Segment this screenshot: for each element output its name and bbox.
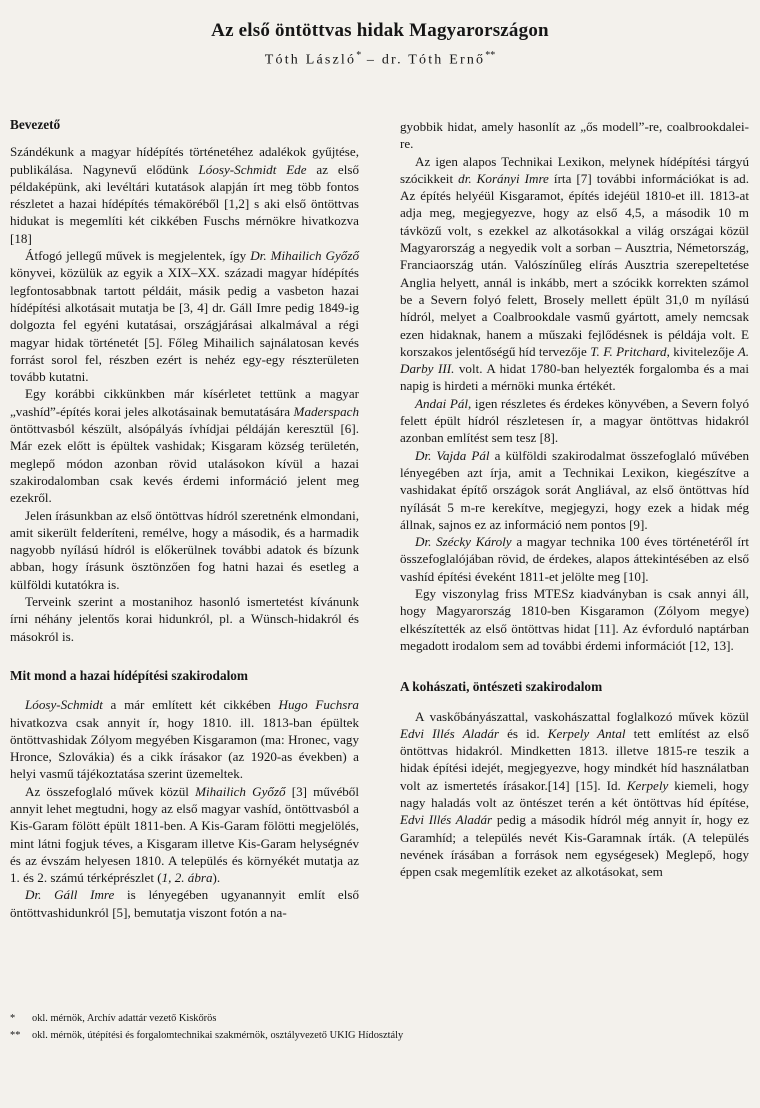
text-run: A vaskőbányászattal, vaskohászattal foglalkozó művek közül bbox=[415, 708, 749, 724]
italic-reference: Dr. Mihailich Győző bbox=[250, 248, 359, 264]
italic-reference: Dr. Gáll Imre bbox=[25, 887, 115, 903]
right-column bbox=[400, 118, 749, 880]
italic-reference: Edvi Illés Aladár bbox=[400, 725, 499, 741]
author-1-footnote-mark: * bbox=[356, 50, 362, 61]
text-run: Egy viszonylag friss MTESz kiadványban is csak annyi áll, hogy Magyarország 1810-ben Kisgaramon (Zólyom megye) elkészítették az első öntöttvas hidat [11]. Az évforduló naptárban megadott irodalom sem ad további érdemi információt [12, 13]. bbox=[400, 586, 749, 653]
text-run: könyvei, közülük az egyik a XIX–XX. századi magyar hídépítés legfontosabbnak tartott példáit, másik pedig a vasbeton hazai hídépítési alkotásait mutatja be [3, 4] dr. Gáll Imre pedig 1849-ig dolgozta fel egyéni kutatásai, országjárásai alkalmával a régi magyar hidak történetét [5]. Főleg Mihailich sajnálatosan kevés forrást sorol fel, részben ezért is nehéz egy-egy részterületen tovább kutatni. bbox=[10, 265, 359, 385]
paragraph bbox=[400, 585, 749, 654]
text-run: volt. A hidat 1780-ban helyezték forgalomba és a mai napig is hirdeti a mérnöki munka értékét. bbox=[400, 361, 749, 394]
italic-reference: 1, 2. ábra bbox=[161, 870, 213, 886]
italic-reference: Maderspach bbox=[293, 403, 359, 419]
text-run: tett említést az első öntöttvas hidakról. Mindketten 1813. illetve 1815-re teszik a hidak építési idejét, megjegyezve, hogy mindkét híd használatban volt az ismertetés írásakor.[14] [15]. Id. bbox=[400, 725, 749, 793]
section-heading-intro: Bevezető bbox=[10, 117, 61, 132]
text-run: a már említett két cikkében bbox=[102, 697, 279, 713]
footnote bbox=[10, 1010, 750, 1027]
italic-reference: T. F. Pritchard bbox=[590, 343, 667, 359]
italic-reference: Lóosy-Schmidt bbox=[25, 697, 103, 713]
text-run: Jelen írásunkban az első öntöttvas hídról szeretnénk elmondani, amit sikerült felderíteni, remélve, hogy a második, és a harmadik nagyobb nyílású hídról is előkerülnek további adatok és bízunk abban, hogy írásunk ösztönzően fog hatni hazai és esetleg a külföldi kutatókra is. bbox=[10, 507, 359, 592]
text-run: hivatkozva csak annyit ír, hogy 1810. ill. 1813-ban épültek öntöttvashidak Zólyom megyében Kisgaramon (ma: Hronec, vagy Hronce, Szlovákia) és a cikk írásakor (az 1920-as években) a helyi vasmű tájékoztatása szerint üzemeltek. bbox=[10, 714, 359, 782]
paragraph bbox=[400, 395, 749, 447]
italic-reference: Kerpely bbox=[626, 777, 669, 793]
text-run: pedig a második hídról még annyit ír, hogy ez Garamhíd; a település nevét Kis-Garamnak írták. (A település nevének írásában a források nem egységesek) Meglepő, hogy éppen csak megemlítik ezeket az alkotásokat, sem bbox=[400, 812, 749, 880]
italic-reference: dr. Korányi Imre bbox=[458, 170, 549, 186]
paragraph bbox=[10, 696, 359, 782]
text-run: a magyar technika 100 éves történetéről írt összefoglalójában rövid, de érdekes, alapos áttekintésében az első vashíd építési éveként 1811-et jelölte meg [10]. bbox=[400, 534, 749, 584]
text-run: ). bbox=[212, 870, 221, 886]
italic-reference: Dr. Szécky Károly bbox=[415, 534, 512, 550]
italic-reference: Kerpely Antal bbox=[547, 725, 626, 741]
paragraph bbox=[400, 118, 749, 153]
text-run: Egy korábbi cikkünkben már kísérletet tettünk a magyar „vashíd”-építés korai jeles alkotásainak bemutatására bbox=[10, 386, 359, 419]
text-run: Átfogó jellegű művek is megjelentek, így bbox=[25, 248, 251, 264]
footnote bbox=[10, 1027, 750, 1044]
paragraph bbox=[10, 593, 359, 645]
footnote-mark: * bbox=[10, 1013, 16, 1024]
paragraph bbox=[400, 533, 749, 585]
paragraph bbox=[400, 447, 749, 533]
section-heading-metallurgy: A kohászati, öntészeti szakirodalom bbox=[400, 679, 603, 695]
text-run: az első példaképünk, aki levéltári kutatások alapján írt meg több fontos részletet a hazai hídépítés témaköréből [1,2] s aki első öntöttvas hidukat is megemlíti két cikkében Fuschs mérnökre hivatkozva [18] bbox=[10, 161, 359, 246]
italic-reference: Edvi Illés Aladár bbox=[400, 812, 493, 828]
paragraph bbox=[10, 247, 359, 385]
italic-reference: Dr. Vajda Pál bbox=[415, 447, 490, 463]
author-separator: – bbox=[366, 52, 377, 68]
text-run: kiemeli, hogy nagy haladás volt az öntészet terén a két öntöttvas híd építése, bbox=[400, 777, 749, 810]
text-run: is lényegében ugyanannyit említ első öntöttvashidunkról [5], bemutatja viszont fotón a na- bbox=[10, 887, 359, 920]
paragraph bbox=[10, 143, 359, 247]
paragraph bbox=[10, 385, 359, 506]
footnotes bbox=[10, 1010, 750, 1044]
author-2-footnote-mark: ** bbox=[485, 50, 496, 61]
author-1: Tóth László bbox=[264, 52, 357, 68]
article-title: Az első öntöttvas hidak Magyarországon bbox=[211, 20, 549, 41]
text-run: [3] művéből annyit lehet megtudni, hogy az első magyar vashíd, öntöttvasból a Kis-Garam fölött épült 1811-ben. A Kis-Garam fölötti megjelölés, mint látni fogjuk téves, a Kisgaram illetve Kis-Garam helységnév és az évszám helyesen 1810. A település és környékét mutatja az 1. és 2. számú térképrészlet ( bbox=[10, 783, 359, 886]
text-run: , kivitelezője bbox=[666, 343, 738, 359]
paragraph bbox=[400, 153, 749, 395]
paragraph bbox=[10, 783, 359, 887]
text-run: Az igen alapos Technikai Lexikon, melynek hídépítési tárgyú szócikkeit bbox=[400, 153, 749, 186]
paragraph bbox=[10, 886, 359, 921]
section-heading-literature: Mit mond a hazai hídépítési szakirodalom bbox=[10, 667, 249, 683]
text-run: a külföldi szakirodalmat összefoglaló művében lényegében azt írja, amit a Technikai Lexikon, kiegészítve a vashidakat építő országok sorát Angliával, az első öntöttvas híd nyílását 5 m-re kerekítve, megjegyzi, hogy ezek a hidak még állnak, sajnos ez az információ nem pontos [9]. bbox=[400, 447, 749, 532]
italic-reference: Lóosy-Schmidt Ede bbox=[198, 161, 307, 177]
footnote-mark: ** bbox=[10, 1030, 21, 1041]
italic-reference: Mihailich Győző bbox=[195, 783, 286, 799]
text-run: Az összefoglaló művek közül bbox=[25, 783, 196, 799]
text-run: , igen részletes és érdekes könyvében, a Severn folyó felett épült hídról részletesen ír, a magyar öntöttvas hidakról azonban említést sem tesz [8]. bbox=[400, 395, 749, 446]
footnote-text: okl. mérnök, Archív adattár vezető Kiskőrös bbox=[32, 1013, 217, 1024]
text-run: és id. bbox=[498, 725, 548, 741]
text-run: írta [7] további információkat is ad. Az építés helyéül Kisgaramot, építés idejéül 1810-et ill. 1813-at adja meg, megjegyezve, hogy az első 4,5, a második 10 m távközű volt, s ezekkel az alkotásokkal a világ országai közül Magyarország a negyedik volt a sorban – Ausztria, Németország, Franciaország után. Valószínűleg elírás Ausztria szerepeltetése Anglia helyett, annál is inkább, mert a szócikk korrekten számol be a Severn folyó felett, Brosely mellett épült 31,0 m nyílású hídról, melyet a Coalbrookdale vasmű gyártott, amely nemcsak ezen hidaknak, hanem a műszaki fejlődésnek is példája volt. E korszakos jelentőségű híd tervezője bbox=[400, 170, 749, 359]
paragraph bbox=[10, 507, 359, 593]
italic-reference: Hugo Fuchsra bbox=[278, 697, 359, 713]
italic-reference: Andai Pál bbox=[415, 395, 469, 411]
text-run: gyobbik hidat, amely hasonlít az „ős modell”-re, coalbrookdalei-re. bbox=[400, 119, 749, 152]
italic-reference: A. Darby III. bbox=[400, 343, 749, 377]
article-authors bbox=[0, 50, 760, 69]
left-column bbox=[10, 116, 359, 921]
text-run: öntöttvasból készült, alsópályás ívhídjai példáján keresztül [6]. Már ezek előtt is épültek vashidak; Kisgaram község területén, meglepő módon azonban rövid utalásokon kívül a hazai szakirodalomban csak kevés érdemi információ jelent meg ezekről. bbox=[10, 421, 359, 506]
text-run: Szándékunk a magyar hídépítés történetéhez adalékok gyűjtése, publikálása. Nagynevű elődünk bbox=[10, 144, 359, 177]
paragraph bbox=[400, 708, 749, 881]
text-run: Terveink szerint a mostanihoz hasonló ismertetést kívánunk írni néhány jelentős korai hidunkról, pl. a Wünsch-hidakról és másokról is. bbox=[10, 594, 359, 644]
author-2: dr. Tóth Ernő bbox=[381, 52, 486, 68]
footnote-text: okl. mérnök, útépítési és forgalomtechnikai szakmérnök, osztályvezető UKIG Hídosztály bbox=[32, 1030, 404, 1041]
